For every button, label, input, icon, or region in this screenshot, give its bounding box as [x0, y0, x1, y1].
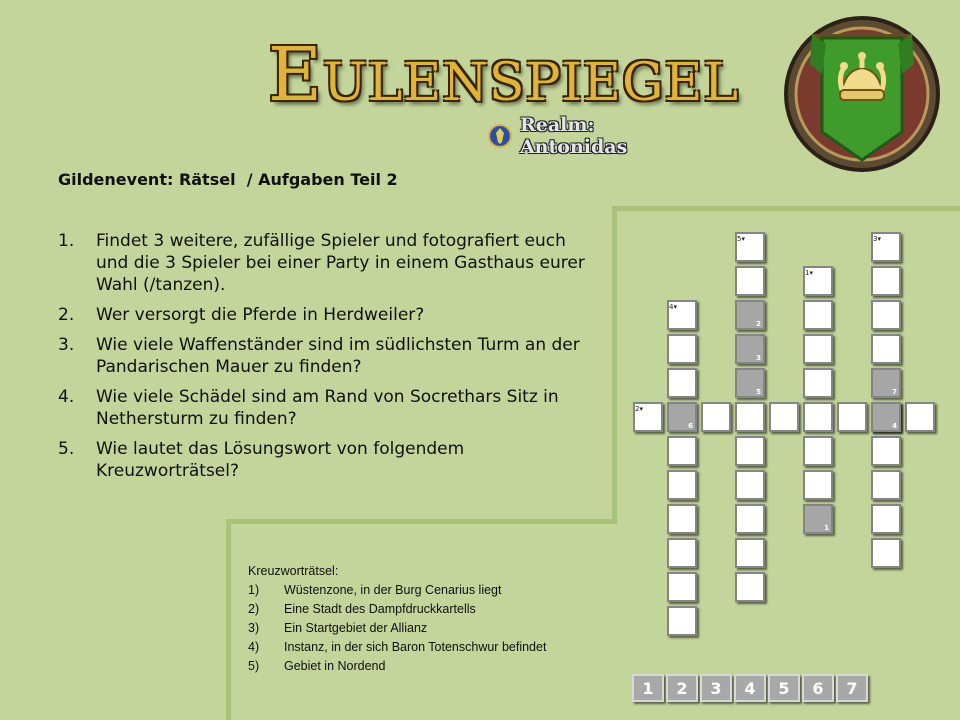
solution-index: 2	[756, 320, 761, 328]
word-start-label: 3▾	[873, 235, 881, 243]
crossword-cell[interactable]	[803, 300, 833, 330]
word-start-label: 1▾	[805, 269, 813, 277]
clue-number: 5)	[248, 659, 260, 673]
crossword-cell[interactable]	[871, 368, 901, 398]
crossword-cell[interactable]	[803, 504, 833, 534]
realm-name: Realm: Antonidas	[519, 114, 628, 158]
crossword-cell[interactable]	[667, 572, 697, 602]
crossword-cell[interactable]	[735, 504, 765, 534]
crossword-cell[interactable]	[871, 266, 901, 296]
guild-name: Eulenspiegel	[268, 32, 739, 118]
crossword-cell[interactable]	[667, 334, 697, 364]
clue-number: 2)	[248, 602, 260, 616]
solution-box[interactable]: 6	[802, 674, 834, 702]
task-number: 2.	[58, 305, 75, 325]
solution-box[interactable]: 5	[768, 674, 800, 702]
crossword-cell[interactable]	[769, 402, 799, 432]
crossword-cell[interactable]	[735, 300, 765, 330]
clue-number: 3)	[248, 621, 260, 635]
crossword-cell[interactable]	[871, 334, 901, 364]
crossword-cell[interactable]	[871, 470, 901, 500]
crossword-cell[interactable]	[871, 402, 901, 432]
crossword-cell[interactable]	[667, 402, 697, 432]
crossword-cell[interactable]	[871, 436, 901, 466]
solution-box[interactable]: 3	[700, 674, 732, 702]
crossword-cell[interactable]	[667, 368, 697, 398]
clue-number: 1)	[248, 583, 260, 597]
clue-number: 4)	[248, 640, 260, 654]
crossword-cell[interactable]	[735, 402, 765, 432]
solution-index: 6	[688, 422, 693, 430]
solution-box[interactable]: 2	[666, 674, 698, 702]
crossword-cell[interactable]	[871, 538, 901, 568]
crossword-cell[interactable]	[667, 470, 697, 500]
crossword-cell[interactable]	[735, 470, 765, 500]
crossword-cell[interactable]	[905, 402, 935, 432]
crossword-cell[interactable]	[735, 266, 765, 296]
crossword-cell[interactable]	[735, 538, 765, 568]
solution-index: 5	[756, 388, 761, 396]
crossword-cell[interactable]	[735, 334, 765, 364]
crossword-cell[interactable]	[803, 436, 833, 466]
crossword-cell[interactable]	[667, 436, 697, 466]
task-number: 3.	[58, 335, 75, 355]
solution-index: 1	[824, 524, 829, 532]
solution-box[interactable]: 1	[632, 674, 664, 702]
task-text: Wie viele Schädel sind am Rand von Socrethars Sitz in Nethersturm zu finden?	[96, 387, 559, 429]
solution-box[interactable]: 4	[734, 674, 766, 702]
word-start-label: 2▾	[635, 405, 643, 413]
clue-text: Ein Startgebiet der Allianz	[284, 621, 428, 635]
clue-text: Eine Stadt des Dampfdruckkartells	[284, 602, 476, 616]
task-number: 5.	[58, 439, 75, 459]
solution-index: 4	[892, 422, 897, 430]
crossword-cell[interactable]	[803, 470, 833, 500]
crossword-cell[interactable]	[871, 504, 901, 534]
solution-box[interactable]: 7	[836, 674, 868, 702]
word-start-label: 4▾	[669, 303, 677, 311]
crossword-cell[interactable]	[667, 606, 697, 636]
crossword-cell[interactable]	[735, 436, 765, 466]
page-heading: Gildenevent: Rätsel / Aufgaben Teil 2	[58, 170, 398, 189]
word-start-label: 5▾	[737, 235, 745, 243]
solution-index: 7	[892, 388, 897, 396]
task-number: 4.	[58, 387, 75, 407]
clue-text: Gebiet in Nordend	[284, 659, 386, 673]
task-text: Findet 3 weitere, zufällige Spieler und fotografiert euch und die 3 Spieler bei einer Party in einem Gasthaus eurer Wahl (/tanzen).	[96, 231, 585, 295]
crossword-cell[interactable]	[667, 538, 697, 568]
clue-text: Instanz, in der sich Baron Totenschwur befindet	[284, 640, 547, 654]
solution-index: 3	[756, 354, 761, 362]
crossword-cell[interactable]	[837, 402, 867, 432]
crossword-cell[interactable]	[701, 402, 731, 432]
crossword-cell[interactable]	[667, 504, 697, 534]
crossword-cell[interactable]	[803, 402, 833, 432]
crossword-cell[interactable]	[735, 572, 765, 602]
task-number: 1.	[58, 231, 75, 251]
task-text: Wie lautet das Lösungswort von folgendem Kreuzworträtsel?	[96, 439, 465, 481]
crossword-cell[interactable]	[871, 300, 901, 330]
crossword-cell[interactable]	[735, 368, 765, 398]
crossword-clue-title: Kreuzworträtsel:	[248, 564, 339, 578]
task-text: Wer versorgt die Pferde in Herdweiler?	[96, 305, 425, 325]
crossword-cell[interactable]	[803, 334, 833, 364]
task-text: Wie viele Waffenständer sind im südlichsten Turm an der Pandarischen Mauer zu finden?	[96, 335, 580, 377]
crossword-cell[interactable]	[803, 368, 833, 398]
clue-text: Wüstenzone, in der Burg Cenarius liegt	[284, 583, 502, 597]
